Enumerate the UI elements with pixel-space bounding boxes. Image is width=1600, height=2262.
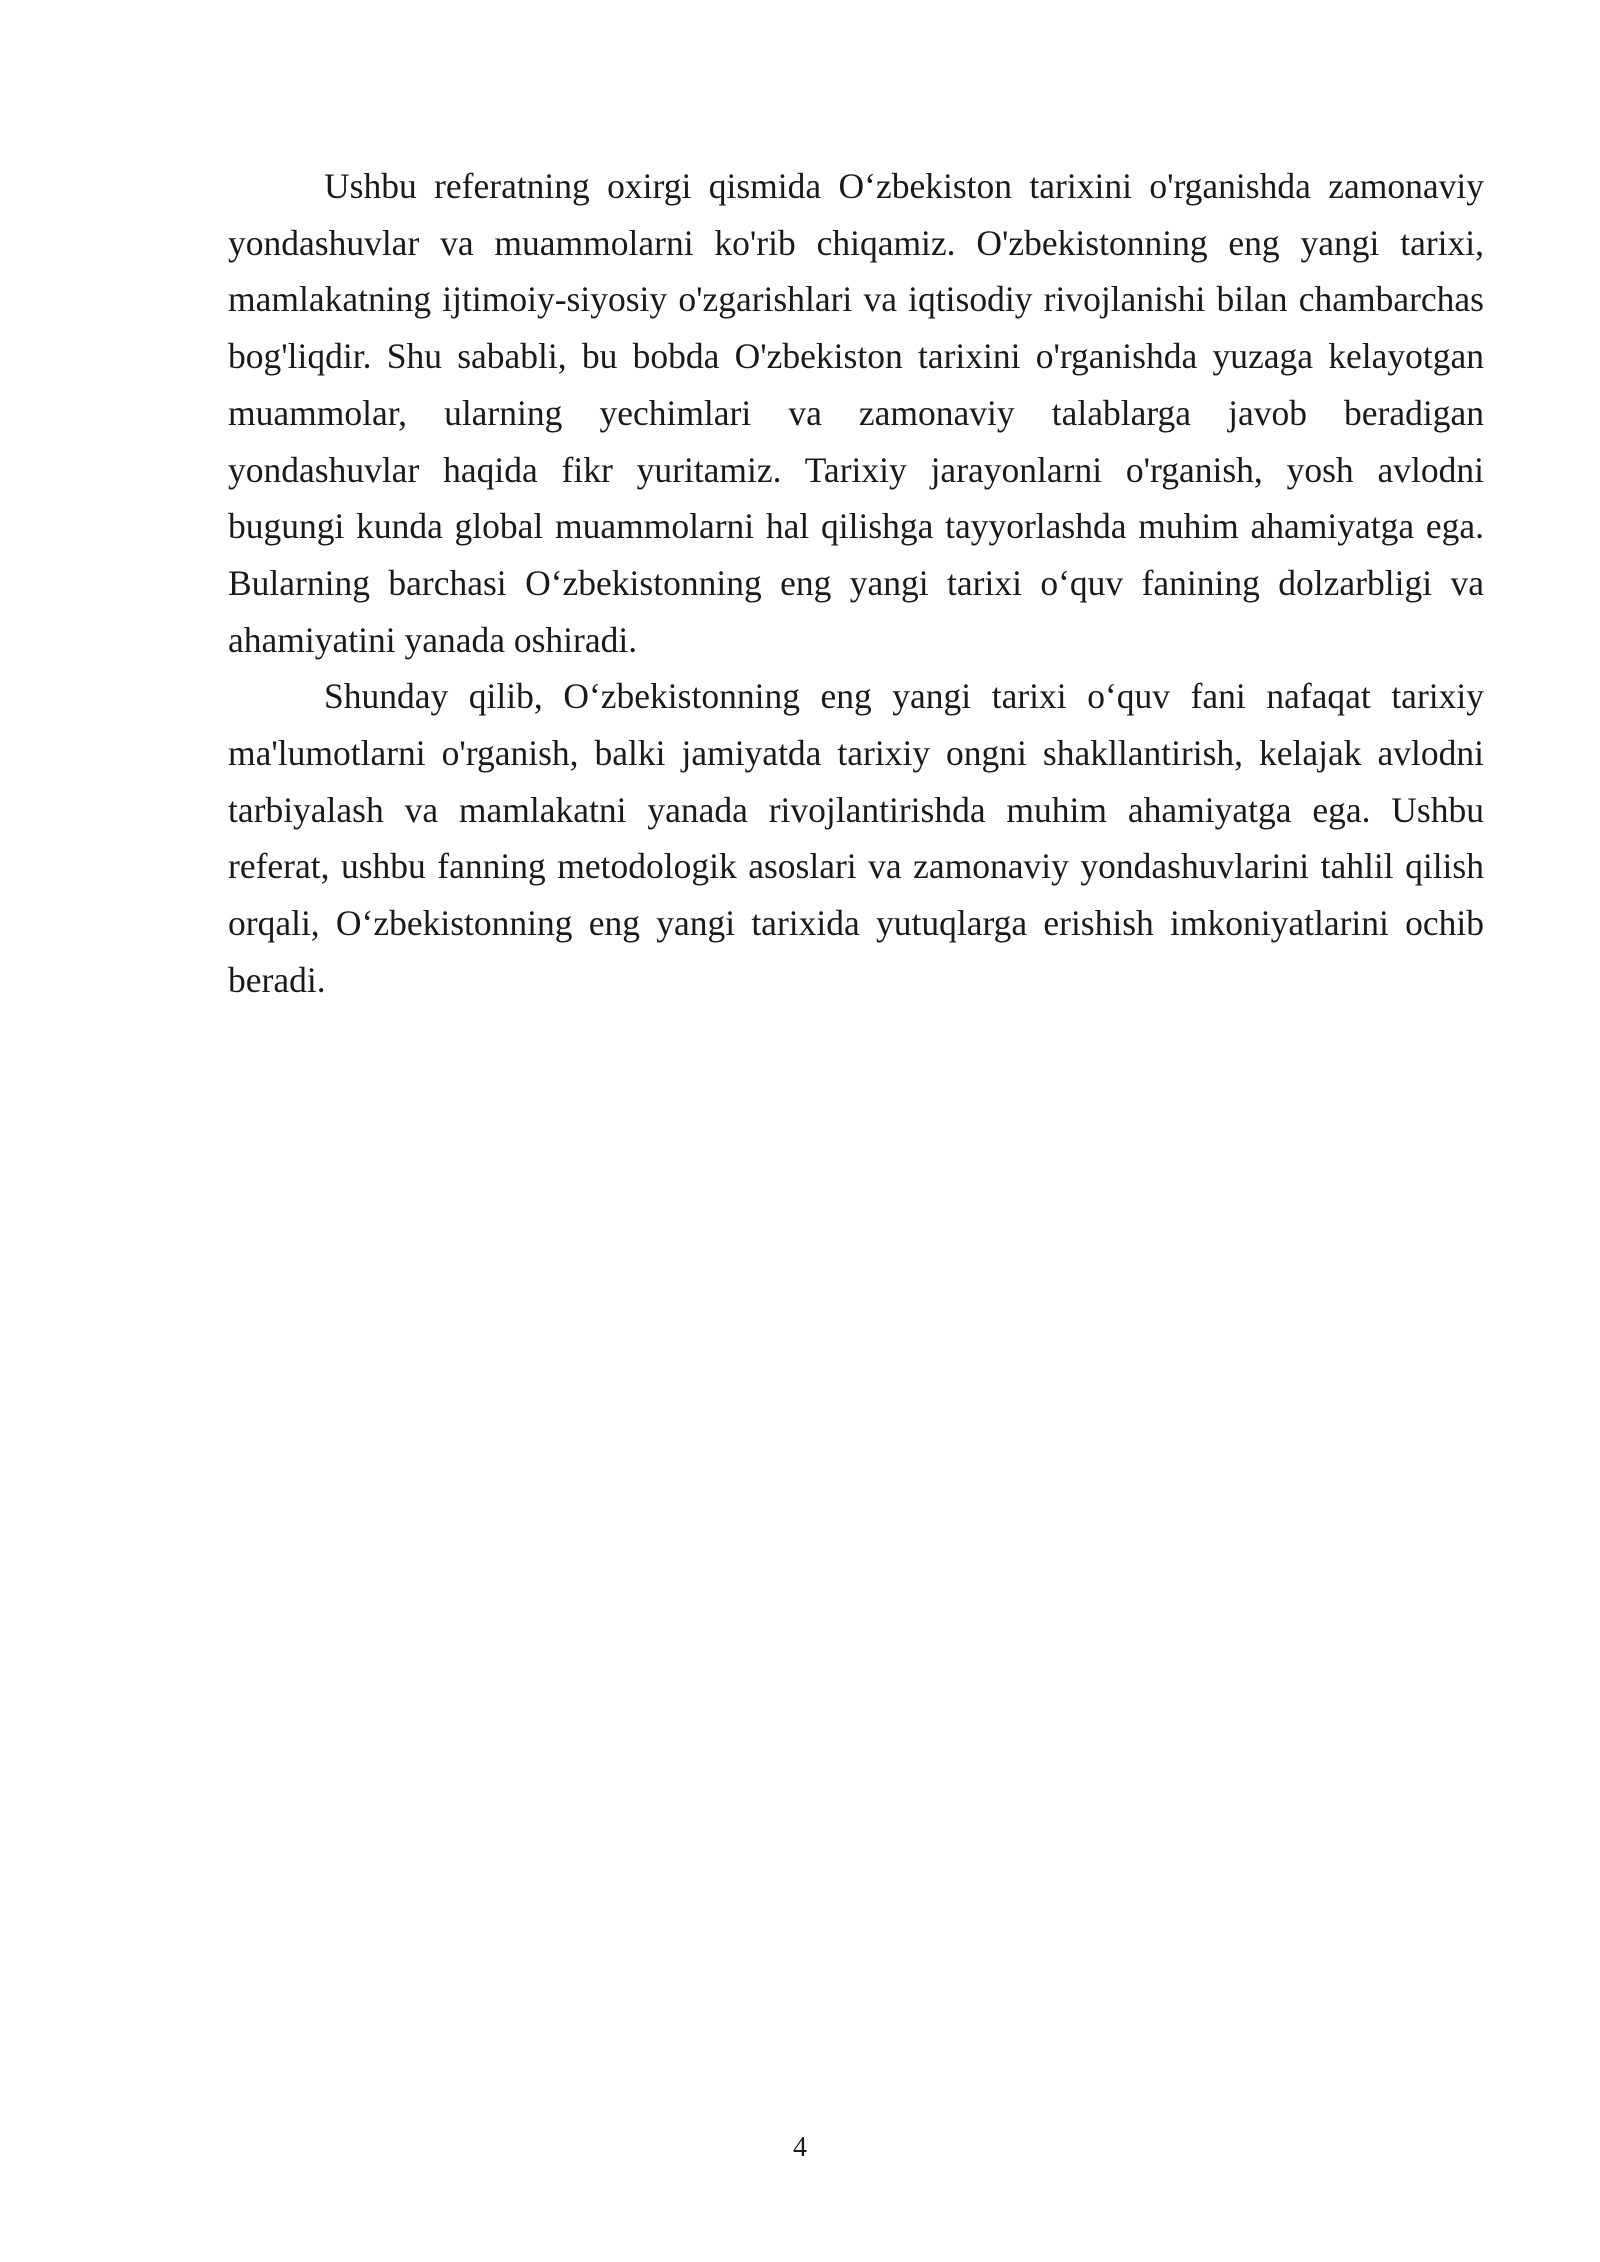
body-text: [228, 158, 1484, 1009]
paragraph-1: Ushbu referatning oxirgi qismida O‘zbekiston tarixini o'rganishda zamonaviy yondashuvlar va muammolarni ko'rib chiqamiz. O'zbekistonning eng yangi tarixi, mamlakatning ijtimoiy-siyosiy o'zgarishlari va iqtisodiy rivojlanishi bilan chambarchas bog'liqdir. Shu sababli, bu bobda O'zbekiston tarixini o'rganishda yuzaga kelayotgan muammolar, ularning yechimlari va zamonaviy talablarga javob beradigan yondashuvlar haqida fikr yuritamiz. Tarixiy jarayonlarni o'rganish, yosh avlodni bugungi kunda global muammolarni hal qilishga tayyorlashda muhim ahamiyatga ega. Bularning barchasi O‘zbekistonning eng yangi tarixi o‘quv fanining dolzarbligi va ahamiyatini yanada oshiradi.: [228, 166, 1484, 660]
paragraph-2: Shunday qilib, O‘zbekistonning eng yangi tarixi o‘quv fani nafaqat tarixiy ma'lumotlarni o'rganish, balki jamiyatda tarixiy ongni shakllantirish, kelajak avlodni tarbiyalash va mamlakatni yanada rivojlantirishda muhim ahamiyatga ega. Ushbu referat, ushbu fanning metodologik asoslari va zamonaviy yondashuvlarini tahlil qilish orqali, O‘zbekistonning eng yangi tarixida yutuqlarga erishish imkoniyatlarini ochib beradi.: [228, 676, 1484, 1000]
page-number: 4: [793, 2132, 807, 2163]
